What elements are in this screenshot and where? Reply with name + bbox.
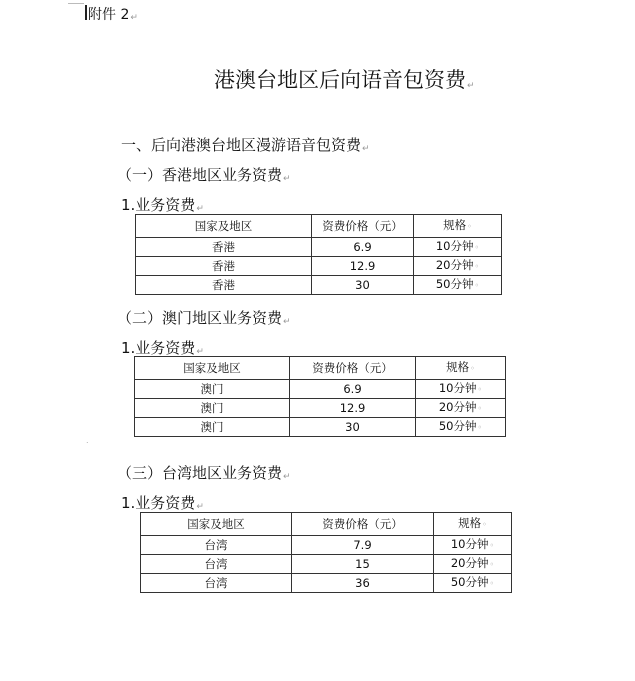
cell-spec: 20分钟◦ <box>416 399 506 418</box>
cell-spec: 50分钟◦ <box>414 276 502 295</box>
header-price: 资费价格（元） <box>312 215 414 238</box>
header-spec: 规格◦ <box>416 357 506 380</box>
text-cursor <box>85 5 87 20</box>
cell-spec: 50分钟◦ <box>434 574 512 593</box>
table-row <box>141 536 512 555</box>
cell-region: 台湾 <box>141 574 292 593</box>
cell-price: 6.9 <box>312 238 414 257</box>
cell-spec: 10分钟◦ <box>414 238 502 257</box>
table-header-row <box>135 357 506 380</box>
table-row <box>135 380 506 399</box>
cell-spec: 50分钟◦ <box>416 418 506 437</box>
table-row <box>135 399 506 418</box>
header-spec: 规格◦ <box>434 513 512 536</box>
region-subheading-hongkong: 1.业务资费↵ <box>121 196 204 214</box>
cell-region: 香港 <box>136 276 312 295</box>
header-region: 国家及地区 <box>135 357 290 380</box>
cell-region: 澳门 <box>135 380 290 399</box>
attachment-label: 附件 2↵ <box>88 7 138 23</box>
cell-price: 12.9 <box>312 257 414 276</box>
table-row <box>141 555 512 574</box>
table-row <box>136 257 502 276</box>
header-corner-mark <box>68 3 84 4</box>
table-header-row <box>141 513 512 536</box>
cell-region: 澳门 <box>135 418 290 437</box>
region-heading-macau: （二）澳门地区业务资费↵ <box>117 309 291 327</box>
region-subheading-taiwan: 1.业务资费↵ <box>121 494 204 512</box>
fee-table-taiwan <box>140 512 512 593</box>
fee-table-hongkong <box>135 214 502 295</box>
cell-region: 台湾 <box>141 555 292 574</box>
cell-region: 香港 <box>136 257 312 276</box>
table-row <box>136 276 502 295</box>
header-region: 国家及地区 <box>141 513 292 536</box>
cell-price: 30 <box>290 418 416 437</box>
cell-price: 12.9 <box>290 399 416 418</box>
region-subheading-macau: 1.业务资费↵ <box>121 339 204 357</box>
fee-table-macau <box>134 356 506 437</box>
table-row <box>136 238 502 257</box>
header-price: 资费价格（元） <box>292 513 434 536</box>
region-heading-taiwan: （三）台湾地区业务资费↵ <box>117 464 291 482</box>
header-price: 资费价格（元） <box>290 357 416 380</box>
cell-region: 香港 <box>136 238 312 257</box>
table-header-row <box>136 215 502 238</box>
cell-price: 30 <box>312 276 414 295</box>
table-row <box>141 574 512 593</box>
cell-price: 7.9 <box>292 536 434 555</box>
header-spec: 规格◦ <box>414 215 502 238</box>
table-row <box>135 418 506 437</box>
cell-region: 澳门 <box>135 399 290 418</box>
stray-paragraph-mark: . <box>86 436 89 445</box>
cell-spec: 20分钟◦ <box>414 257 502 276</box>
cell-region: 台湾 <box>141 536 292 555</box>
cell-price: 6.9 <box>290 380 416 399</box>
header-region: 国家及地区 <box>136 215 312 238</box>
cell-price: 15 <box>292 555 434 574</box>
document-title: 港澳台地区后向语音包资费↵ <box>214 68 475 92</box>
cell-price: 36 <box>292 574 434 593</box>
section-heading: 一、后向港澳台地区漫游语音包资费↵ <box>121 136 370 154</box>
cell-spec: 10分钟◦ <box>434 536 512 555</box>
region-heading-hongkong: （一）香港地区业务资费↵ <box>117 166 291 184</box>
cell-spec: 10分钟◦ <box>416 380 506 399</box>
cell-spec: 20分钟◦ <box>434 555 512 574</box>
